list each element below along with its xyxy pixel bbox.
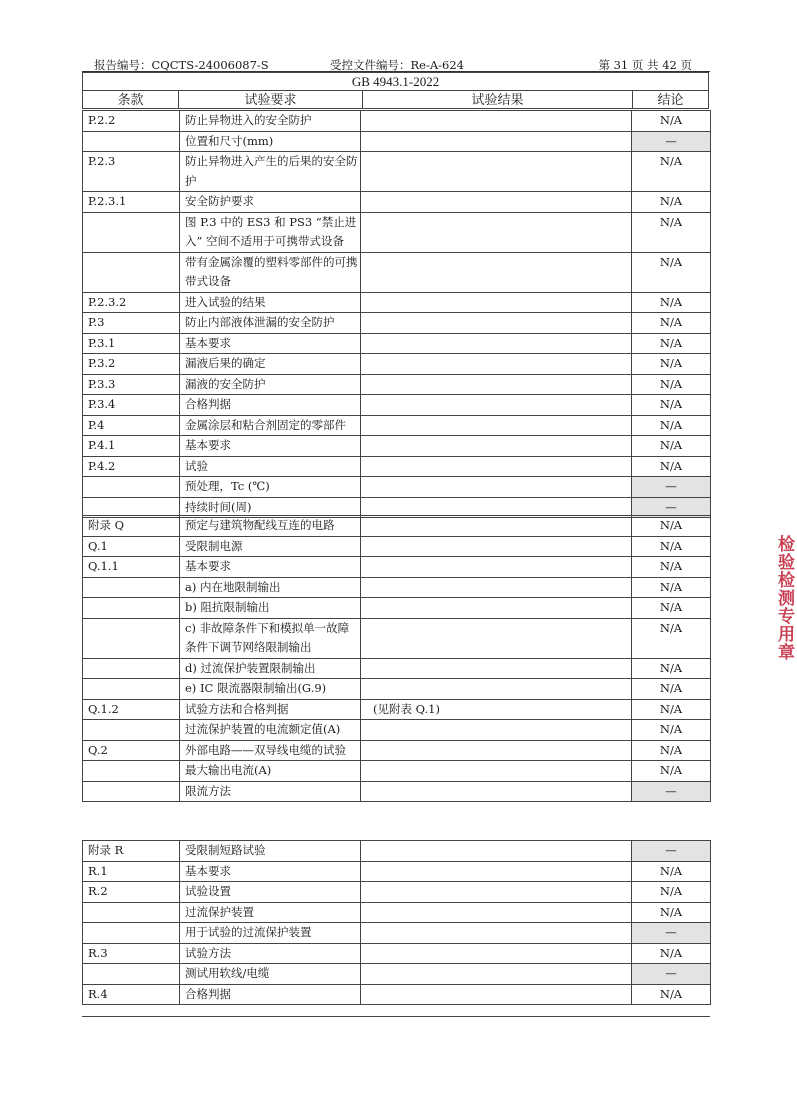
column-header-row — [83, 91, 709, 109]
verdict-cell: — — [632, 781, 711, 802]
table-row — [83, 477, 711, 498]
table-row — [83, 456, 711, 477]
requirement-cell: 安全防护要求 — [180, 192, 361, 213]
verdict-cell: N/A — [632, 374, 711, 395]
table-row — [83, 598, 711, 619]
result-cell — [361, 618, 632, 658]
requirement-cell: c) 非故障条件下和模拟单一故障条件下调节网络限制输出 — [180, 618, 361, 658]
clause-cell: P.4.1 — [83, 436, 180, 457]
verdict-cell: — — [632, 131, 711, 152]
clause-cell: P.3.3 — [83, 374, 180, 395]
clause-cell — [83, 964, 180, 985]
verdict-cell: N/A — [632, 720, 711, 741]
verdict-cell: N/A — [632, 516, 711, 537]
table-row — [83, 761, 711, 782]
clause-cell: P.3.2 — [83, 354, 180, 375]
clause-cell: P.3.4 — [83, 395, 180, 416]
clause-cell: Q.1.1 — [83, 557, 180, 578]
table-row — [83, 313, 711, 334]
requirement-cell: e) IC 限流器限制输出(G.9) — [180, 679, 361, 700]
result-cell — [361, 861, 632, 882]
table-row — [83, 131, 711, 152]
result-cell — [361, 111, 632, 132]
result-cell — [361, 252, 632, 292]
clause-cell — [83, 577, 180, 598]
table-row — [83, 192, 711, 213]
clause-cell — [83, 212, 180, 252]
clause-cell — [83, 902, 180, 923]
verdict-cell: N/A — [632, 415, 711, 436]
result-cell — [361, 354, 632, 375]
requirement-cell: 基本要求 — [180, 436, 361, 457]
verdict-cell: N/A — [632, 333, 711, 354]
requirement-cell: a) 内在地限制输出 — [180, 577, 361, 598]
verdict-cell: N/A — [632, 111, 711, 132]
result-cell — [361, 152, 632, 192]
table-row — [83, 740, 711, 761]
requirement-cell: 金属涂层和粘合剂固定的零部件 — [180, 415, 361, 436]
table-row — [83, 395, 711, 416]
requirement-cell: 基本要求 — [180, 333, 361, 354]
requirement-cell: 基本要求 — [180, 557, 361, 578]
result-cell — [361, 131, 632, 152]
stamp-text: 检验检测专用章 — [774, 535, 794, 661]
clause-cell: P.4.2 — [83, 456, 180, 477]
clause-cell — [83, 923, 180, 944]
table-row — [83, 964, 711, 985]
requirement-cell: 进入试验的结果 — [180, 292, 361, 313]
verdict-cell: N/A — [632, 761, 711, 782]
verdict-cell: N/A — [632, 740, 711, 761]
verdict-cell: N/A — [632, 699, 711, 720]
result-cell — [361, 212, 632, 252]
verdict-cell: — — [632, 497, 711, 518]
clause-cell — [83, 720, 180, 741]
requirement-cell: d) 过流保护装置限制输出 — [180, 658, 361, 679]
result-cell — [361, 456, 632, 477]
table-row — [83, 577, 711, 598]
result-cell — [361, 740, 632, 761]
table-row — [83, 212, 711, 252]
result-cell — [361, 415, 632, 436]
result-cell — [361, 477, 632, 498]
clause-cell: P.4 — [83, 415, 180, 436]
table-row — [83, 882, 711, 903]
clause-cell: P.2.3.2 — [83, 292, 180, 313]
verdict-cell: — — [632, 964, 711, 985]
clause-cell — [83, 598, 180, 619]
requirement-cell: 图 P.3 中的 ES3 和 PS3 “禁止进入” 空间不适用于可携带式设备 — [180, 212, 361, 252]
requirement-cell: 试验方法和合格判据 — [180, 699, 361, 720]
requirement-cell: 过流保护装置 — [180, 902, 361, 923]
verdict-cell: N/A — [632, 536, 711, 557]
verdict-cell: N/A — [632, 395, 711, 416]
requirement-cell: 基本要求 — [180, 861, 361, 882]
requirement-cell: 预定与建筑物配线互连的电路 — [180, 516, 361, 537]
standard-header-table — [82, 72, 709, 109]
verdict-cell: N/A — [632, 882, 711, 903]
requirement-cell: 防止异物进入的安全防护 — [180, 111, 361, 132]
clause-cell: R.3 — [83, 943, 180, 964]
verdict-cell: N/A — [632, 861, 711, 882]
requirement-cell: 预处理，Tc (℃) — [180, 477, 361, 498]
requirement-cell: 过流保护装置的电流额定值(A) — [180, 720, 361, 741]
result-cell — [361, 902, 632, 923]
table-row — [83, 152, 711, 192]
inspection-stamp — [770, 535, 794, 661]
verdict-cell: N/A — [632, 152, 711, 192]
requirement-cell: b) 阻抗限制输出 — [180, 598, 361, 619]
clause-cell — [83, 618, 180, 658]
verdict-cell: — — [632, 477, 711, 498]
clause-cell: Q.1 — [83, 536, 180, 557]
requirement-cell: 防止异物进入产生的后果的安全防护 — [180, 152, 361, 192]
clause-cell: R.2 — [83, 882, 180, 903]
table-row — [83, 618, 711, 658]
result-cell — [361, 333, 632, 354]
clause-cell: 附录 R — [83, 841, 180, 862]
verdict-cell: N/A — [632, 354, 711, 375]
result-cell — [361, 557, 632, 578]
requirement-cell: 试验设置 — [180, 882, 361, 903]
verdict-cell: N/A — [632, 292, 711, 313]
table-row — [83, 354, 711, 375]
verdict-cell: — — [632, 923, 711, 944]
requirement-cell: 防止内部液体泄漏的安全防护 — [180, 313, 361, 334]
table-row — [83, 902, 711, 923]
table-row — [83, 984, 711, 1005]
requirement-cell: 测试用软线/电缆 — [180, 964, 361, 985]
clause-cell: P.3 — [83, 313, 180, 334]
table-row — [83, 536, 711, 557]
verdict-cell: — — [632, 841, 711, 862]
result-cell — [361, 658, 632, 679]
requirement-cell: 试验方法 — [180, 943, 361, 964]
result-cell — [361, 964, 632, 985]
verdict-cell: N/A — [632, 679, 711, 700]
table-row — [83, 943, 711, 964]
clause-table-annex-p — [82, 110, 711, 518]
clause-table-annex-r — [82, 840, 711, 1005]
result-cell — [361, 536, 632, 557]
requirement-cell: 带有金属涂覆的塑料零部件的可携带式设备 — [180, 252, 361, 292]
table-row — [83, 374, 711, 395]
verdict-cell: N/A — [632, 557, 711, 578]
col-header-clause: 条款 — [83, 91, 179, 109]
result-cell — [361, 923, 632, 944]
clause-cell: 附录 Q — [83, 516, 180, 537]
requirement-cell: 用于试验的过流保护装置 — [180, 923, 361, 944]
clause-cell — [83, 252, 180, 292]
table-row — [83, 841, 711, 862]
verdict-cell: N/A — [632, 252, 711, 292]
table-row — [83, 923, 711, 944]
verdict-cell: N/A — [632, 943, 711, 964]
clause-cell: R.1 — [83, 861, 180, 882]
table-row — [83, 557, 711, 578]
col-header-result: 试验结果 — [363, 91, 633, 109]
requirement-cell: 漏液的安全防护 — [180, 374, 361, 395]
result-cell — [361, 313, 632, 334]
table-row — [83, 720, 711, 741]
clause-cell — [83, 658, 180, 679]
requirement-cell: 漏液后果的确定 — [180, 354, 361, 375]
verdict-cell: N/A — [632, 192, 711, 213]
verdict-cell: N/A — [632, 212, 711, 252]
requirement-cell: 受限制短路试验 — [180, 841, 361, 862]
result-cell — [361, 577, 632, 598]
result-cell — [361, 395, 632, 416]
clause-cell: Q.1.2 — [83, 699, 180, 720]
verdict-cell: N/A — [632, 618, 711, 658]
table-row — [83, 111, 711, 132]
requirement-cell: 受限制电源 — [180, 536, 361, 557]
table-row — [83, 781, 711, 802]
footer-divider — [82, 1016, 710, 1017]
controlled-document-number: 受控文件编号：Re-A-624 — [330, 58, 464, 72]
clause-cell — [83, 781, 180, 802]
table-row — [83, 658, 711, 679]
result-cell — [361, 192, 632, 213]
verdict-cell: N/A — [632, 436, 711, 457]
standard-title: GB 4943.1-2022 — [83, 73, 709, 91]
clause-cell — [83, 761, 180, 782]
clause-cell — [83, 477, 180, 498]
clause-cell: P.2.2 — [83, 111, 180, 132]
table-row — [83, 861, 711, 882]
standard-row — [83, 73, 709, 91]
verdict-cell: N/A — [632, 577, 711, 598]
clause-cell — [83, 131, 180, 152]
result-cell — [361, 374, 632, 395]
col-header-verdict: 结论 — [633, 91, 709, 109]
result-cell — [361, 436, 632, 457]
verdict-cell: N/A — [632, 902, 711, 923]
verdict-cell: N/A — [632, 658, 711, 679]
table-row — [83, 333, 711, 354]
result-cell — [361, 781, 632, 802]
result-cell — [361, 679, 632, 700]
clause-cell: P.3.1 — [83, 333, 180, 354]
verdict-cell: N/A — [632, 598, 711, 619]
result-cell — [361, 882, 632, 903]
page-number: 第 31 页 共 42 页 — [598, 58, 692, 72]
clause-table-annex-q — [82, 515, 711, 802]
result-cell — [361, 841, 632, 862]
table-row — [83, 252, 711, 292]
result-cell — [361, 984, 632, 1005]
result-cell — [361, 943, 632, 964]
verdict-cell: N/A — [632, 984, 711, 1005]
requirement-cell: 试验 — [180, 456, 361, 477]
verdict-cell: N/A — [632, 313, 711, 334]
table-row — [83, 516, 711, 537]
requirement-cell: 外部电路——双导线电缆的试验 — [180, 740, 361, 761]
requirement-cell: 合格判据 — [180, 395, 361, 416]
requirement-cell: 合格判据 — [180, 984, 361, 1005]
verdict-cell: N/A — [632, 456, 711, 477]
requirement-cell: 最大输出电流(A) — [180, 761, 361, 782]
table-row — [83, 699, 711, 720]
result-cell — [361, 598, 632, 619]
table-row — [83, 436, 711, 457]
result-cell: (见附表 Q.1) — [361, 699, 632, 720]
result-cell — [361, 516, 632, 537]
clause-cell: Q.2 — [83, 740, 180, 761]
clause-cell — [83, 679, 180, 700]
clause-cell: R.4 — [83, 984, 180, 1005]
table-row — [83, 292, 711, 313]
result-cell — [361, 292, 632, 313]
report-number: 报告编号：CQCTS-24006087-S — [94, 58, 269, 72]
col-header-requirement: 试验要求 — [179, 91, 363, 109]
table-row — [83, 415, 711, 436]
result-cell — [361, 761, 632, 782]
requirement-cell: 限流方法 — [180, 781, 361, 802]
table-row — [83, 679, 711, 700]
clause-cell: P.2.3 — [83, 152, 180, 192]
requirement-cell: 位置和尺寸(mm) — [180, 131, 361, 152]
result-cell — [361, 720, 632, 741]
clause-cell: P.2.3.1 — [83, 192, 180, 213]
requirement-cell: 持续时间(周) — [180, 497, 361, 518]
